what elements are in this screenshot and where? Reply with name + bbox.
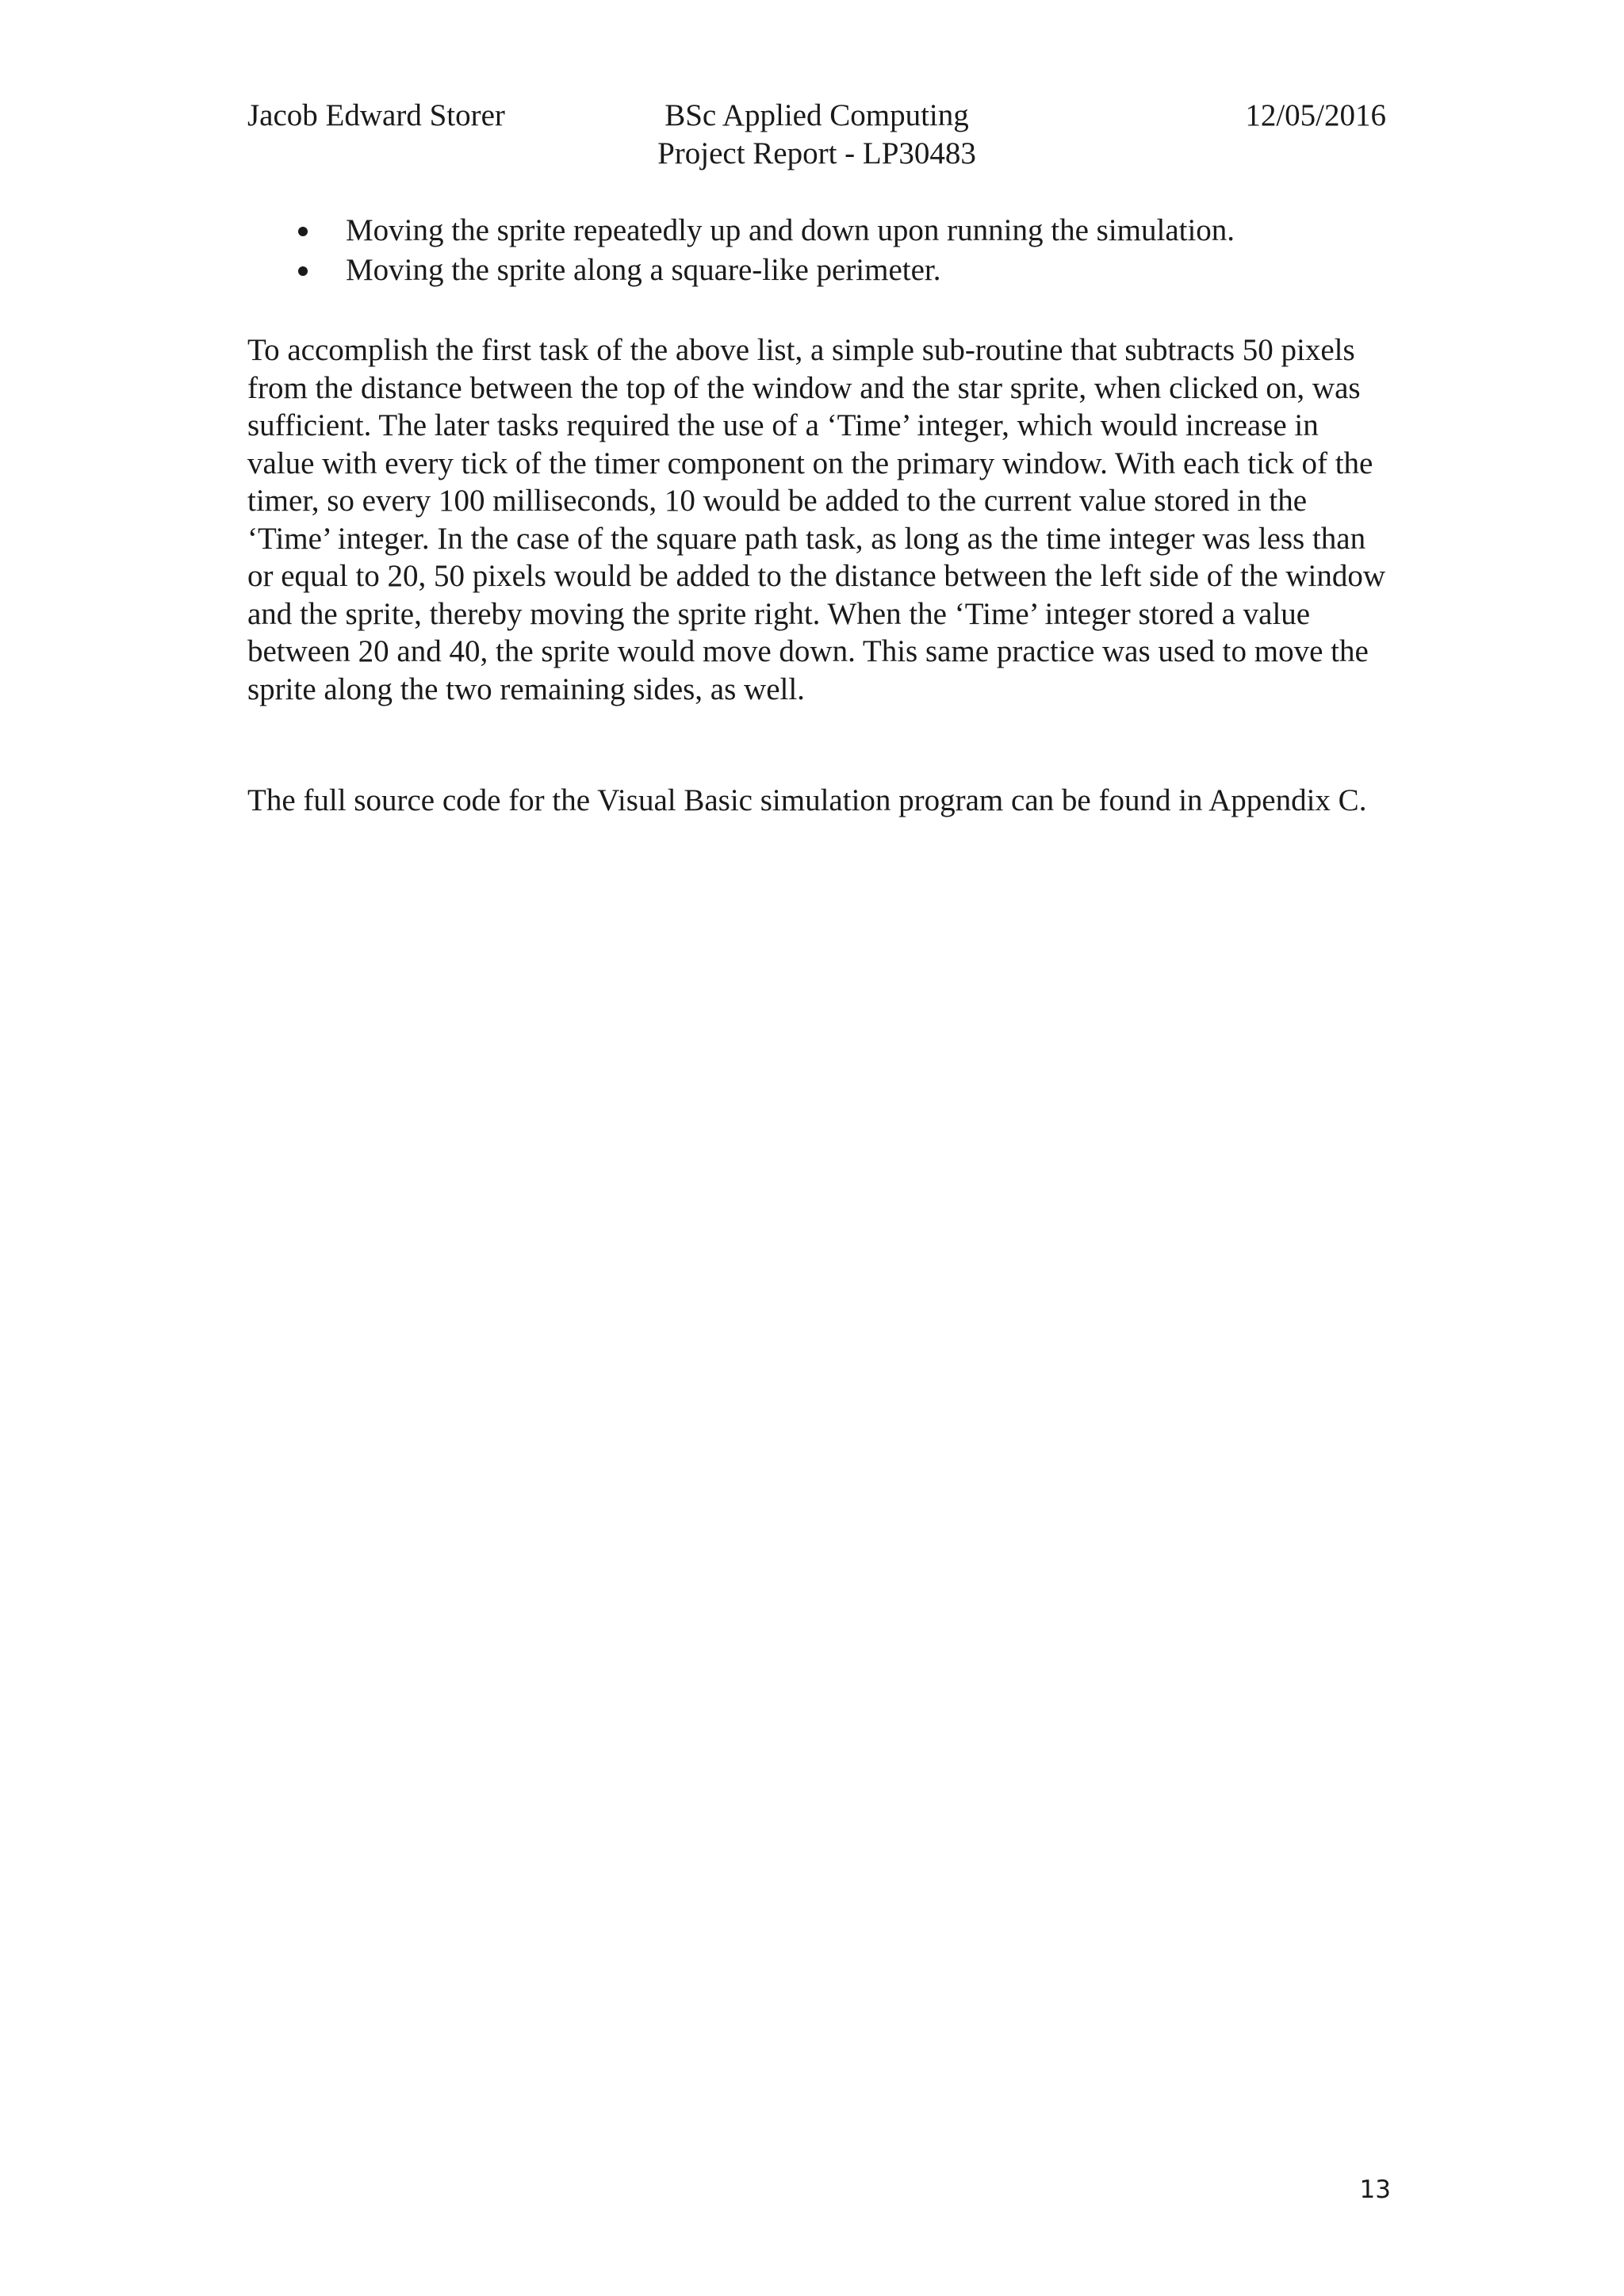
header-course: BSc Applied Computing [665, 98, 969, 132]
list-item-text: Moving the sprite repeatedly up and down upon running the simulation. [346, 213, 1235, 247]
list-item [247, 251, 1386, 290]
body-paragraph: The full source code for the Visual Basic simulation program can be found in Appendix C. [247, 783, 1367, 817]
page-number: 13 [1359, 2175, 1391, 2204]
list-item-text: Moving the sprite along a square-like perimeter. [346, 253, 941, 287]
page-header [247, 94, 1386, 181]
header-date: 12/05/2016 [1245, 98, 1386, 132]
header-report: Project Report - LP30483 [657, 136, 976, 170]
header-center [247, 97, 1386, 173]
bullet-dot-icon [298, 266, 308, 276]
bullet-dot-icon [298, 227, 308, 236]
list-item [247, 211, 1386, 251]
body-paragraph: To accomplish the first task of the above list, a simple sub-routine that subtracts 50 pixels from the distance between the top of the window and the star sprite, when clicked on, was sufficient. The later tasks required the use of a ‘Time’ integer, which would increase in value with every tick of the timer component on the primary window. With each tick of the timer, so every 100 milliseconds, 10 would be added to the current value stored in the ‘Time’ integer. In the case of the square path task, as long as the time integer was less than or equal to 20, 50 pixels would be added to the distance between the left side of the window and the sprite, thereby moving the sprite right. When the ‘Time’ integer stored a value between 20 and 40, the sprite would move down. This same practice was used to move the sprite along the two remaining sides, as well. [247, 333, 1386, 706]
header-author: Jacob Edward Storer [247, 98, 505, 132]
bullet-list [247, 211, 1386, 290]
